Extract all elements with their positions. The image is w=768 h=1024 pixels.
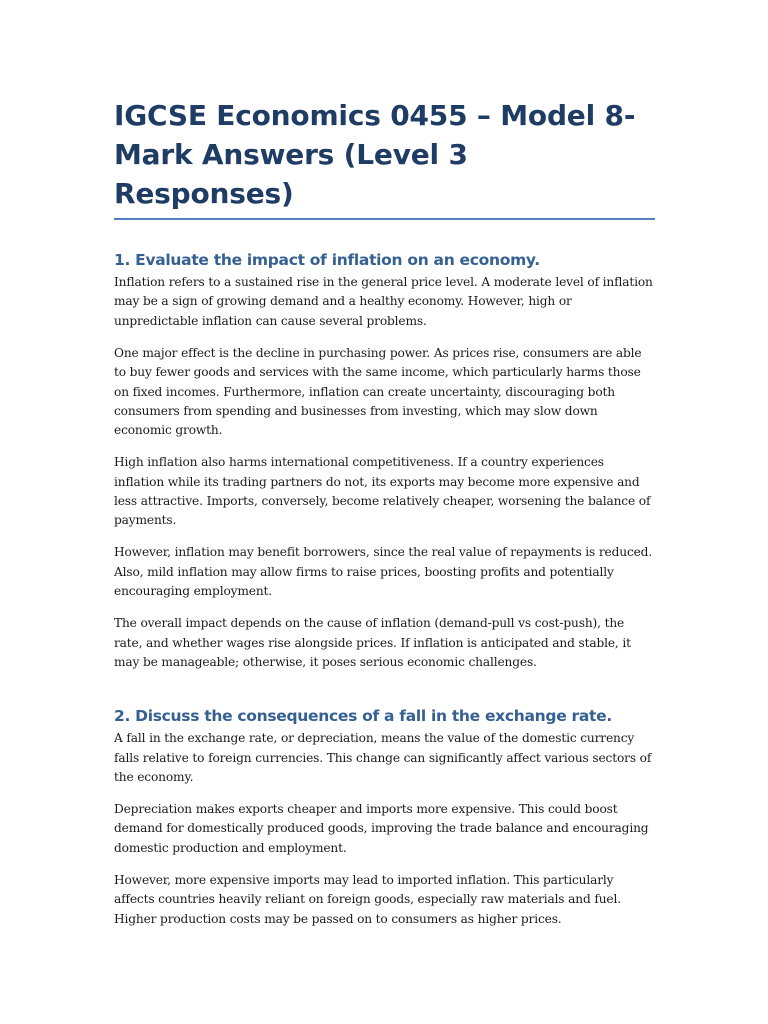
paragraph: High inflation also harms international competitiveness. If a country experiences inflation while its trading partners do not, its exports may become more expensive and less attractive. Imports, conversely, become relatively cheaper, worsening the balance of payments. [114,455,651,528]
paragraph: A fall in the exchange rate, or depreciation, means the value of the domestic currency falls relative to foreign currencies. This change can significantly affect various sectors of the economy. [114,731,652,785]
paragraph: Depreciation makes exports cheaper and imports more expensive. This could boost demand for domestically produced goods, improving the trade balance and encouraging domestic production and employment. [114,802,649,855]
title-divider [114,218,655,220]
paragraph: The overall impact depends on the cause of inflation (demand-pull vs cost-push), the rate, and whether wages rise alongside prices. If inflation is anticipated and stable, it may be manageable; otherwise, it poses serious economic challenges. [114,616,631,669]
section-inflation [114,249,655,672]
paragraph: However, inflation may benefit borrowers, since the real value of repayments is reduced. Also, mild inflation may allow firms to raise prices, boosting profits and potentially encouraging employment. [114,545,653,599]
section-exchange-rate [114,705,655,929]
paragraph: Inflation refers to a sustained rise in the general price level. A moderate level of inflation may be a sign of growing demand and a healthy economy. However, high or unpredictable inflation can cause several problems. [114,275,653,328]
document-title: IGCSE Economics 0455 – Model 8-Mark Answers (Level 3 Responses) [114,99,636,210]
document-page [114,96,655,929]
paragraph: One major effect is the decline in purchasing power. As prices rise, consumers are able to buy fewer goods and services with the same income, which particularly harms those on fixed incomes. Furthermore, inflation can create uncertainty, discouraging both consumers from spending and businesses from investing, which may slow down economic growth. [114,345,642,438]
section-heading: 1. Evaluate the impact of inflation on an economy. [114,251,540,269]
section-heading: 2. Discuss the consequences of a fall in the exchange rate. [114,707,612,726]
paragraph: However, more expensive imports may lead to imported inflation. This particularly affects countries heavily reliant on foreign goods, especially raw materials and fuel. Higher production costs may be passed on to consumers as higher prices. [114,872,621,926]
